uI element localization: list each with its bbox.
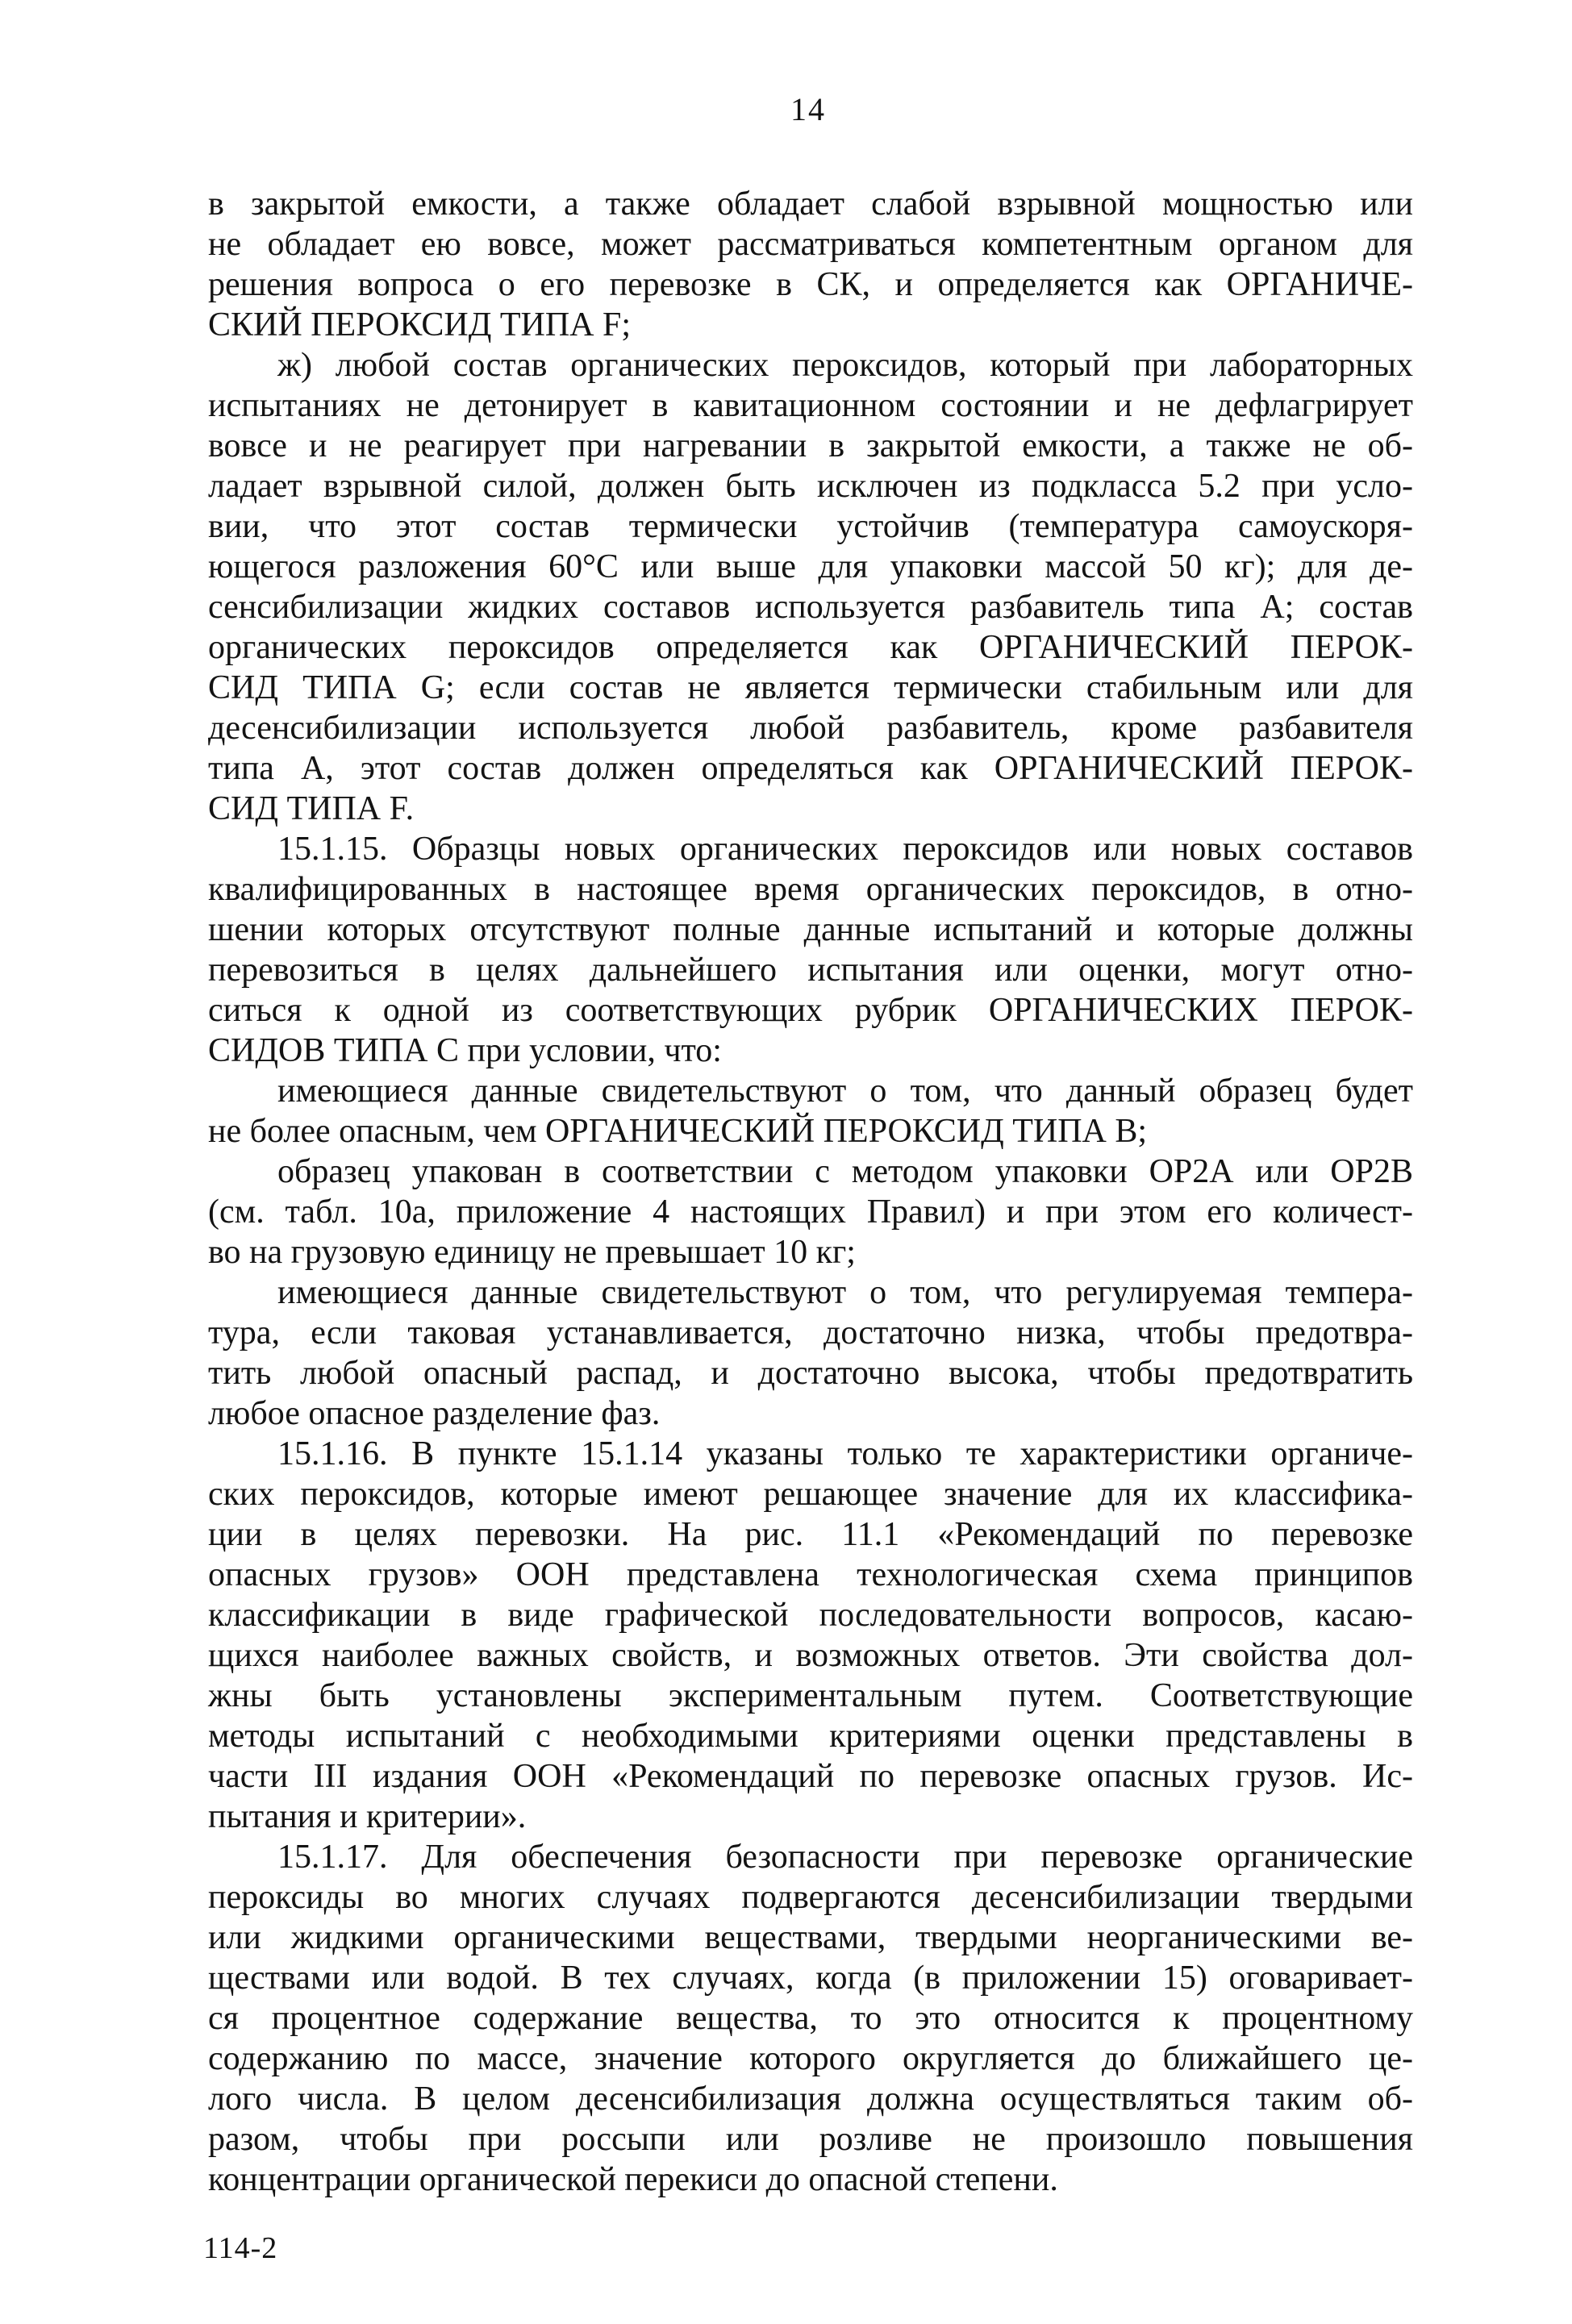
text-line: органических пероксидов определяется как ОРГАНИЧЕСКИЙ ПЕРОК- [208,629,1413,666]
text-line: 15.1.16. В пункте 15.1.14 указаны только те характеристики органиче- [277,1435,1413,1472]
footer-code: 114-2 [203,2231,278,2265]
text-line: вовсе и не реагирует при нагревании в закрытой емкости, а также не об- [208,427,1413,464]
text-line: в закрытой емкости, а также обладает слабой взрывной мощностью или [208,185,1413,223]
text-line: 15.1.15. Образцы новых органических пероксидов или новых составов [277,831,1413,868]
text-line: содержанию по массе, значение которого округляется до ближайшего це- [208,2040,1413,2077]
text-line: (см. табл. 10а, приложение 4 настоящих Правил) и при этом его количест- [208,1193,1413,1231]
text-line: ции в целях перевозки. На рис. 11.1 «Рекомендаций по перевозке [208,1516,1413,1553]
text-line: ся процентное содержание вещества, то это относится к процентному [208,2000,1413,2037]
text-line: пероксиды во многих случаях подвергаются десенсибилизации твердыми [208,1879,1413,1916]
text-line: во на грузовую единицу не превышает 10 кг; [208,1234,856,1271]
page-number: 14 [790,91,826,127]
text-line: не более опасным, чем ОРГАНИЧЕСКИЙ ПЕРОКСИД ТИПА В; [208,1113,1148,1150]
text-line: имеющиеся данные свидетельствуют о том, что регулируемая темпера- [277,1274,1413,1311]
text-line: ществами или водой. В тех случаях, когда (в приложении 15) оговаривает- [208,1960,1413,1997]
text-line: тить любой опасный распад, и достаточно высока, чтобы предотвратить [208,1355,1413,1392]
text-line: любое опасное разделение фаз. [208,1395,661,1432]
text-line: щихся наиболее важных свойств, и возможных ответов. Эти свойства дол- [208,1637,1413,1674]
text-line: 15.1.17. Для обеспечения безопасности при перевозке органические [277,1839,1413,1876]
text-line: перевозиться в целях дальнейшего испытания или оценки, могут отно- [208,952,1413,989]
text-line: не обладает ею вовсе, может рассматриваться компетентным органом для [208,226,1413,263]
text-line: квалифицированных в настоящее время органических пероксидов, в отно- [208,871,1413,908]
text-line: решения вопроса о его перевозке в СК, и определяется как ОРГАНИЧЕ- [208,266,1413,303]
text-line: ющегося разложения 60°С или выше для упаковки массой 50 кг); для де- [208,548,1413,585]
text-line: ситься к одной из соответствующих рубрик ОРГАНИЧЕСКИХ ПЕРОК- [208,992,1413,1029]
text-line: части III издания ООН «Рекомендаций по перевозке опасных грузов. Ис- [208,1758,1413,1795]
text-line: методы испытаний с необходимыми критериями оценки представлены в [208,1718,1413,1755]
text-line: СКИЙ ПЕРОКСИД ТИПА F; [208,306,632,344]
text-line: десенсибилизации используется любой разбавитель, кроме разбавителя [208,710,1413,747]
text-line: шении которых отсутствуют полные данные испытаний и которые должны [208,911,1413,948]
text-body [208,184,1413,2200]
text-line: концентрации органической перекиси до опасной степени. [208,2161,1058,2198]
text-line: опасных грузов» ООН представлена технологическая схема принципов [208,1556,1413,1593]
text-line: СИД ТИПА G; если состав не является термически стабильным или для [208,669,1413,706]
text-line: типа А, этот состав должен определяться как ОРГАНИЧЕСКИЙ ПЕРОК- [208,750,1413,787]
text-line: вии, что этот состав термически устойчив (температура самоускоря- [208,508,1413,545]
text-line: испытаниях не детонирует в кавитационном состоянии и не дефлагрирует [208,387,1413,424]
text-line: образец упакован в соответствии с методом упаковки ОР2А или ОР2В [277,1153,1413,1190]
text-line: классификации в виде графической последовательности вопросов, касаю- [208,1597,1413,1634]
text-line: разом, чтобы при россыпи или розливе не произошло повышения [208,2121,1413,2158]
text-line: лого числа. В целом десенсибилизация должна осуществляться таким об- [208,2080,1413,2118]
text-line: сенсибилизации жидких составов используется разбавитель типа А; состав [208,589,1413,626]
text-line: ских пероксидов, которые имеют решающее значение для их классифика- [208,1476,1413,1513]
text-line: пытания и критерии». [208,1798,527,1835]
text-line: ладает взрывной силой, должен быть исключен из подкласса 5.2 при усло- [208,468,1413,505]
text-line: жны быть установлены экспериментальным путем. Соответствующие [208,1677,1413,1714]
text-line: или жидкими органическими веществами, твердыми неорганическими ве- [208,1919,1413,1956]
text-line: ж) любой состав органических пероксидов, который при лабораторных [277,347,1413,384]
text-line: СИД ТИПА F. [208,790,415,827]
text-line: СИДОВ ТИПА С при условии, что: [208,1032,722,1069]
text-line: имеющиеся данные свидетельствуют о том, что данный образец будет [277,1072,1413,1110]
text-line: тура, если таковая устанавливается, достаточно низка, чтобы предотвра- [208,1314,1413,1352]
